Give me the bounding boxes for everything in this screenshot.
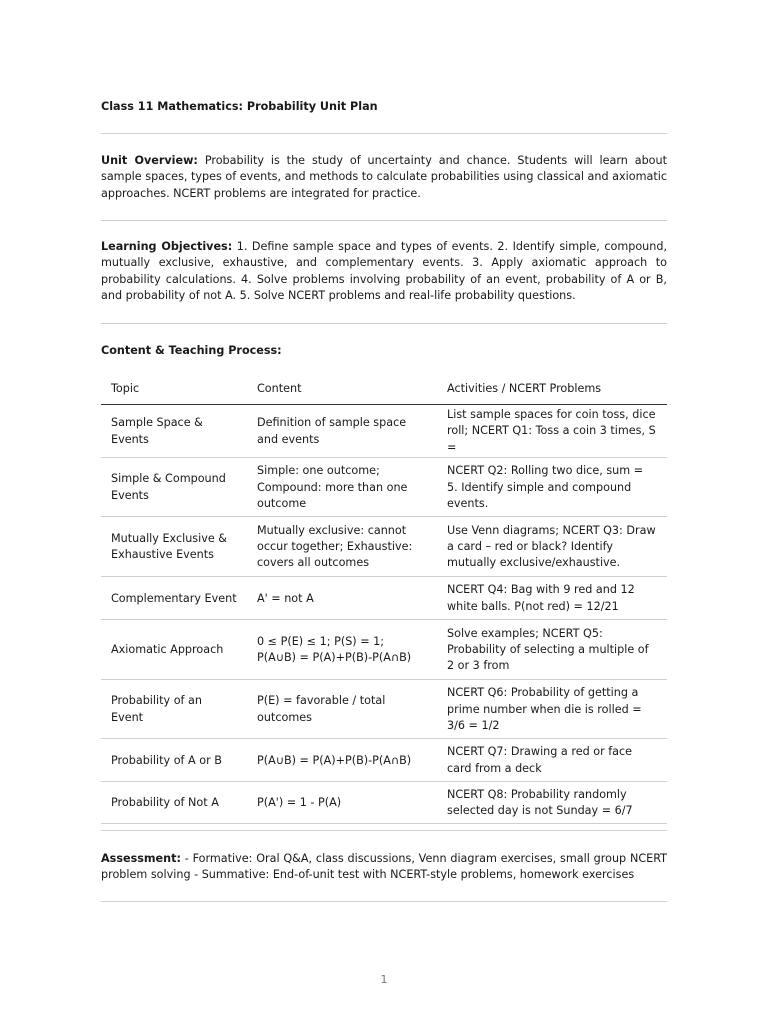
topic-cell: Probability of Not A <box>101 782 247 824</box>
divider <box>101 133 667 134</box>
table-row <box>101 782 667 824</box>
activities-cell: NCERT Q8: Probability randomly selected day is not Sunday = 6/7 <box>437 782 667 824</box>
activities-cell: Solve examples; NCERT Q5: Probability of selecting a multiple of 2 or 3 from <box>437 620 667 680</box>
learning-objectives-text: 1. Define sample space and types of events. 2. Identify simple, compound, mutually exclusive, exhaustive, and complementary events. 3. Apply axiomatic approach to probability calculations. 4. Solve problems involving probability of an event, probability of A or B, and probability of not A. 5. Solve NCERT problems and real-life probability questions. <box>101 240 667 303</box>
content-cell: Simple: one outcome; Compound: more than one outcome <box>247 458 437 517</box>
assessment <box>101 851 667 884</box>
table-row <box>101 458 667 517</box>
activities-cell: NCERT Q2: Rolling two dice, sum = 5. Identify simple and compound events. <box>437 458 667 517</box>
table-row <box>101 739 667 782</box>
activities-cell: NCERT Q4: Bag with 9 red and 12 white balls. P(not red) = 12/21 <box>437 577 667 620</box>
column-header-activities: Activities / NCERT Problems <box>437 374 667 405</box>
table-header-row <box>101 374 667 405</box>
content-cell: P(E) = favorable / total outcomes <box>247 680 437 739</box>
table-row <box>101 517 667 577</box>
topic-cell: Mutually Exclusive & Exhaustive Events <box>101 517 247 577</box>
divider <box>101 220 667 221</box>
divider <box>101 323 667 324</box>
unit-plan-table <box>101 374 667 824</box>
content-cell: A' = not A <box>247 577 437 620</box>
divider <box>101 901 667 902</box>
table-row <box>101 620 667 680</box>
topic-cell: Probability of A or B <box>101 739 247 782</box>
table-row <box>101 405 667 458</box>
topic-cell: Axiomatic Approach <box>101 620 247 680</box>
learning-objectives-label: Learning Objectives: <box>101 240 233 253</box>
content-cell: P(A∪B) = P(A)+P(B)-P(A∩B) <box>247 739 437 782</box>
content-cell: P(A') = 1 - P(A) <box>247 782 437 824</box>
page-number: 1 <box>380 973 388 986</box>
assessment-label: Assessment: <box>101 852 181 865</box>
divider <box>101 830 667 831</box>
unit-overview <box>101 153 667 202</box>
content-cell: Definition of sample space and events <box>247 405 437 458</box>
topic-cell: Simple & Compound Events <box>101 458 247 517</box>
learning-objectives <box>101 239 667 305</box>
column-header-topic: Topic <box>101 374 247 405</box>
unit-overview-text: Probability is the study of uncertainty and chance. Students will learn about sample spaces, types of events, and methods to calculate probabilities using classical and axiomatic approaches. NCERT problems are integrated for practice. <box>101 154 667 200</box>
activities-cell: Use Venn diagrams; NCERT Q3: Draw a card – red or black? Identify mutually exclusive/exhaustive. <box>437 517 667 577</box>
content-cell: 0 ≤ P(E) ≤ 1; P(S) = 1; P(A∪B) = P(A)+P(B)-P(A∩B) <box>247 620 437 680</box>
topic-cell: Complementary Event <box>101 577 247 620</box>
content-heading: Content & Teaching Process: <box>101 344 282 357</box>
topic-cell: Sample Space & Events <box>101 405 247 458</box>
table-row <box>101 577 667 620</box>
activities-cell: NCERT Q6: Probability of getting a prime number when die is rolled = 3/6 = 1/2 <box>437 680 667 739</box>
activities-cell: List sample spaces for coin toss, dice roll; NCERT Q1: Toss a coin 3 times, S = <box>437 405 667 458</box>
topic-cell: Probability of an Event <box>101 680 247 739</box>
document-title: Class 11 Mathematics: Probability Unit Plan <box>101 100 378 113</box>
assessment-text: - Formative: Oral Q&A, class discussions, Venn diagram exercises, small group NCERT problem solving - Summative: End-of-unit test with NCERT-style problems, homework exercises <box>101 852 667 882</box>
unit-overview-label: Unit Overview: <box>101 154 198 167</box>
content-cell: Mutually exclusive: cannot occur together; Exhaustive: covers all outcomes <box>247 517 437 577</box>
table-row <box>101 680 667 739</box>
column-header-content: Content <box>247 374 437 405</box>
activities-cell: NCERT Q7: Drawing a red or face card from a deck <box>437 739 667 782</box>
